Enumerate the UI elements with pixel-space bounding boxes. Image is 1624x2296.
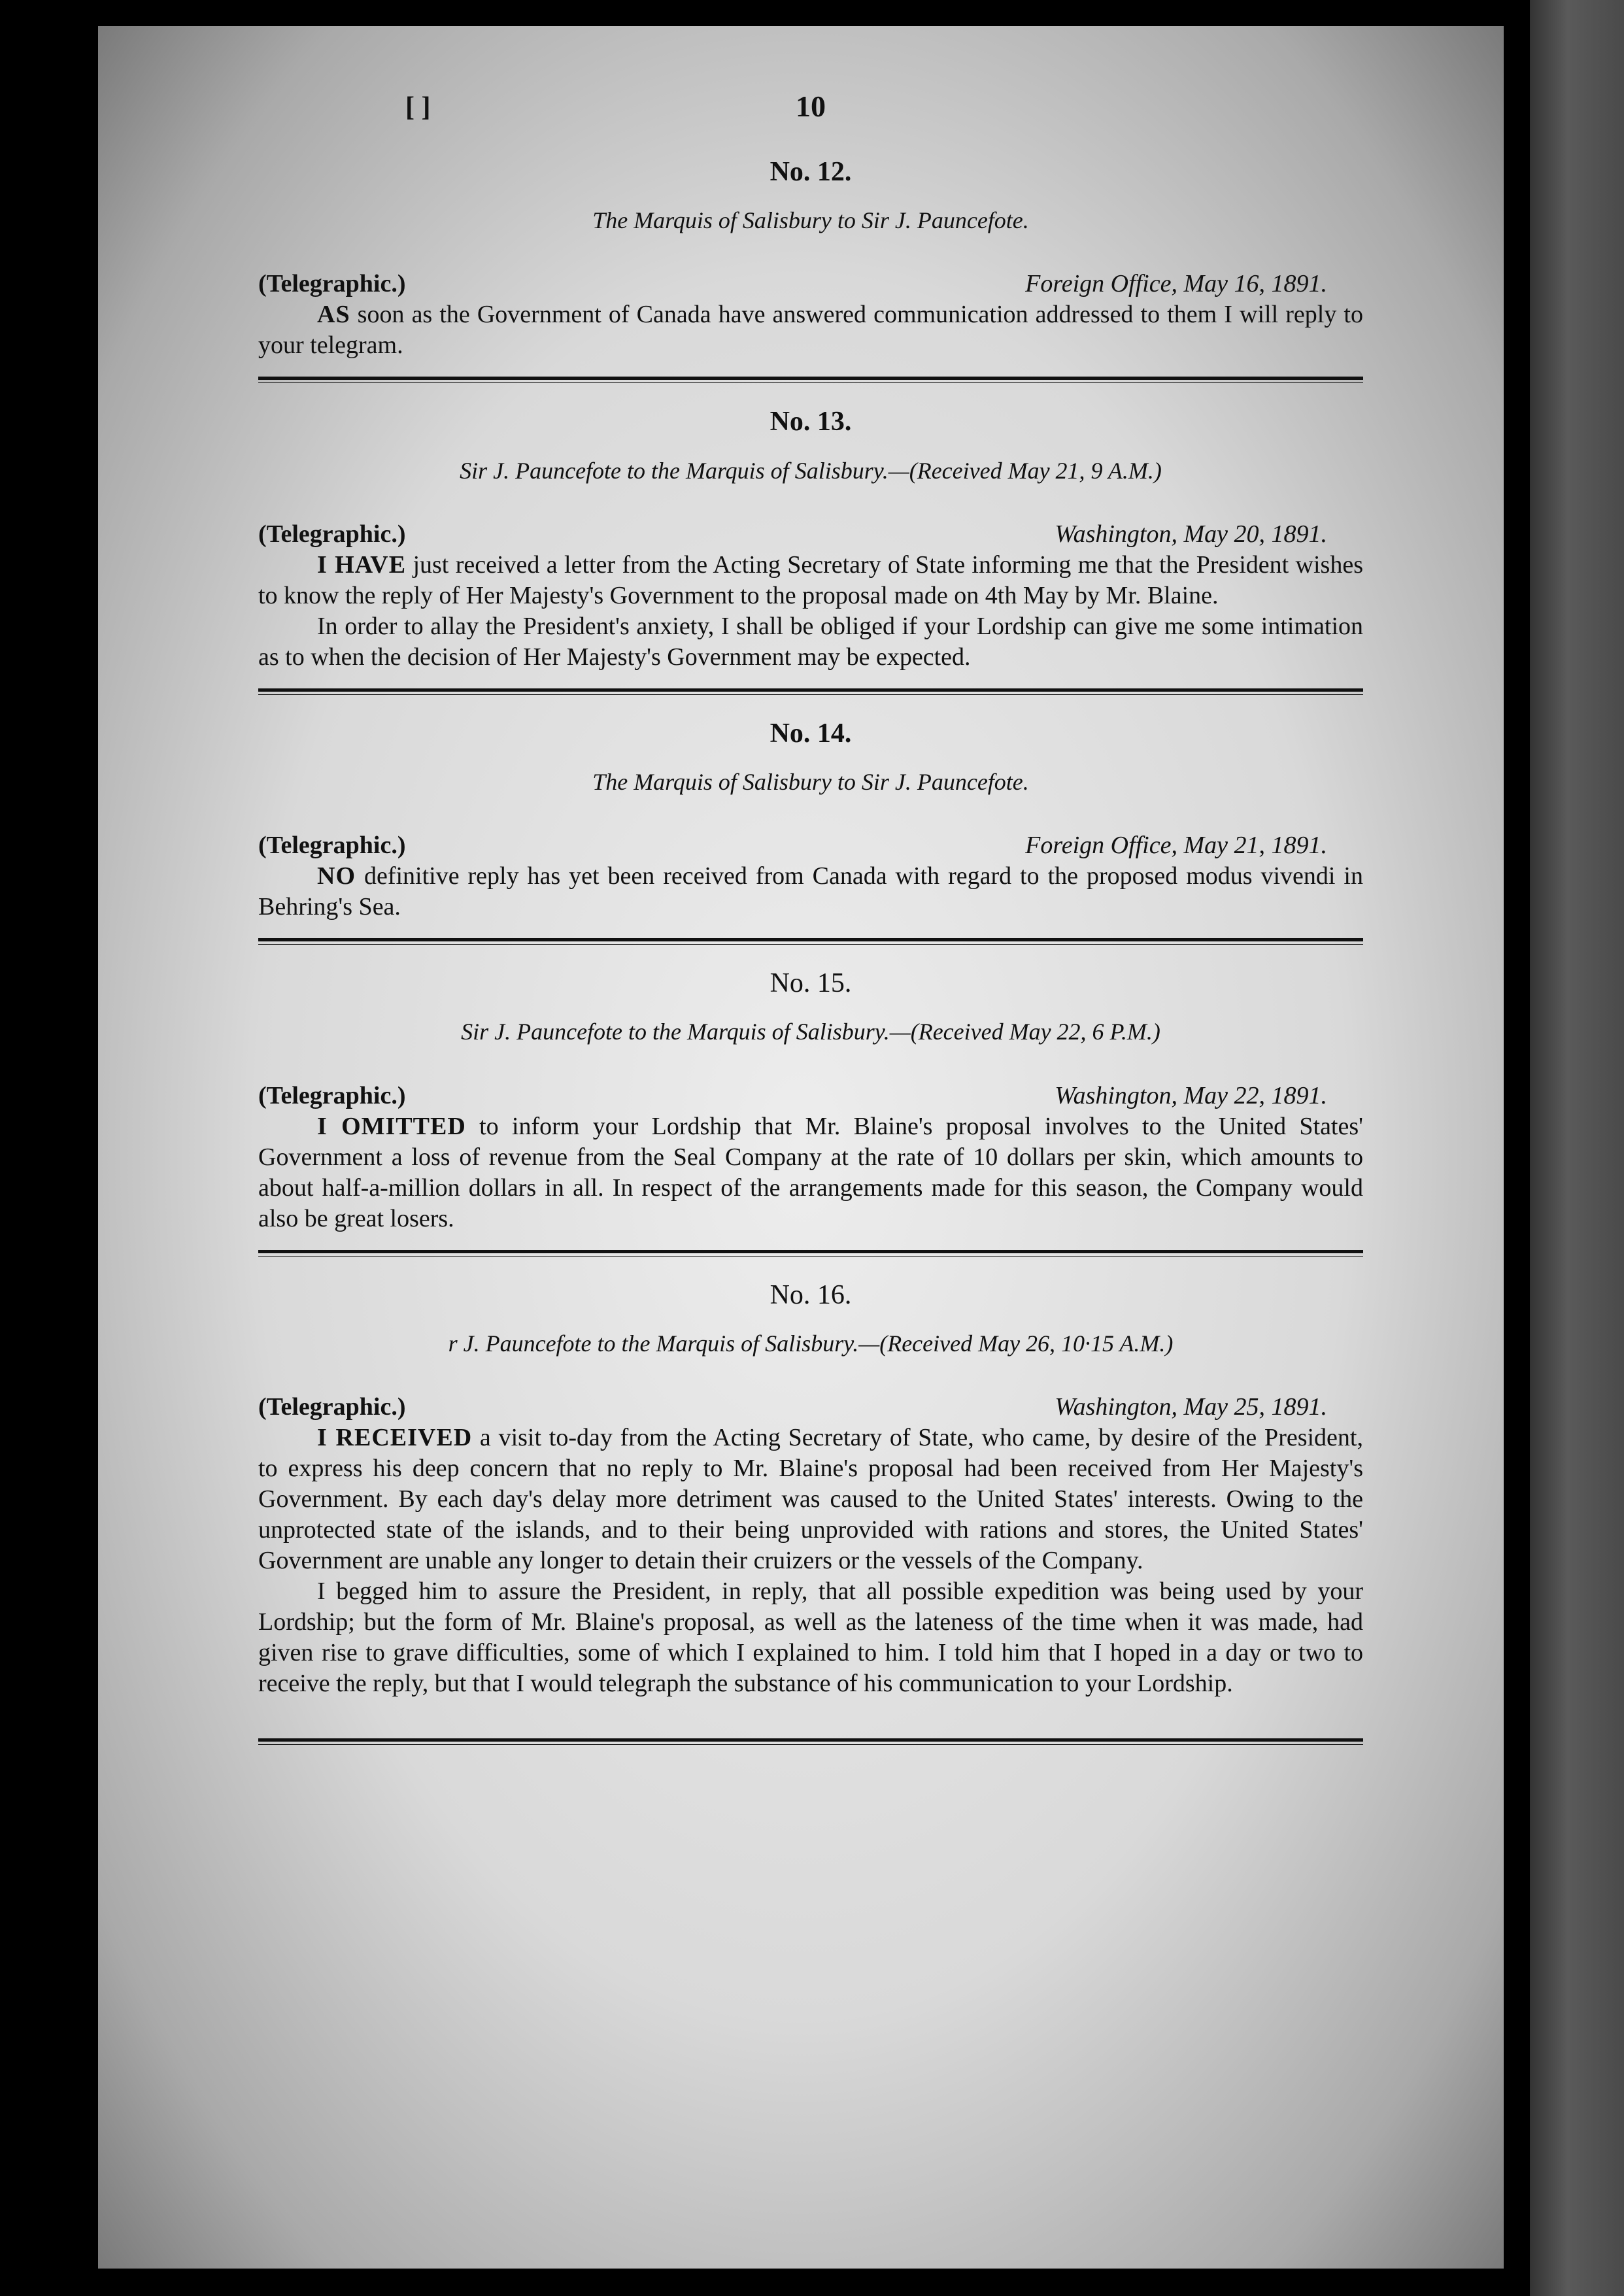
dispatch-date: Washington, May 20, 1891.: [1055, 520, 1327, 548]
entry-number: No. 14.: [770, 718, 852, 749]
paragraph-text: definitive reply has yet been received from Canada with regard to the proposed modus vivendi in Behring's Sea.: [258, 862, 1363, 921]
section-rule: [258, 1250, 1363, 1257]
paragraph-lead: I OMITTED: [317, 1112, 466, 1140]
paragraph-lead: I HAVE: [317, 550, 407, 579]
entry-number: No. 16.: [770, 1279, 852, 1310]
section-rule: [258, 1738, 1363, 1745]
paragraph-text: to inform your Lordship that Mr. Blaine's proposal involves to the United States' Government a loss of revenue from the Seal Company at the rate of 10 dollars per skin, which amounts to about half-a-million dollars in all. In respect of the arrangements made for this season, the Company would also be great losers.: [258, 1112, 1363, 1232]
entry-heading: The Marquis of Salisbury to Sir J. Pauncefote.: [592, 207, 1029, 234]
entry-no-16: [258, 1280, 1363, 1745]
dispatch-type: (Telegraphic.): [258, 832, 406, 860]
page-marks: [ ]: [405, 92, 431, 122]
paragraph-lead: I RECEIVED: [317, 1423, 473, 1451]
entry-number: No. 12.: [770, 157, 852, 187]
entry-no-15: [258, 968, 1363, 1256]
entry-number: No. 15.: [770, 968, 852, 999]
paragraph-text: I begged him to assure the President, in reply, that all possible expedition was being used by your Lordship; but the form of Mr. Blaine's proposal, as well as the lateness of the time when it was made, had given rise to grave difficulties, some of which I explained to him. I told him that I hoped in a day or two to receive the reply, but that I would telegraph the substance of his communication to your Lordship.: [258, 1577, 1363, 1697]
paragraph-text: In order to allay the President's anxiety, I shall be obliged if your Lordship can give me some intimation as to when the decision of Her Majesty's Government may be expected.: [258, 612, 1363, 671]
entry-number: No. 13.: [770, 407, 852, 437]
entry-dateline: [258, 1392, 1363, 1423]
section-rule: [258, 938, 1363, 945]
entry-no-14: [258, 718, 1363, 945]
entry-paragraph: [258, 1423, 1363, 1576]
entry-heading: The Marquis of Salisbury to Sir J. Pauncefote.: [592, 768, 1029, 795]
page-content: [258, 85, 1363, 1768]
entry-paragraph: [258, 611, 1363, 673]
entry-no-13: [258, 407, 1363, 694]
dispatch-date: Foreign Office, May 16, 1891.: [1025, 270, 1327, 298]
entry-heading: Sir J. Pauncefote to the Marquis of Salisbury.—(Received May 22, 6 P.M.): [461, 1019, 1160, 1045]
paragraph-text: soon as the Government of Canada have answered communication addressed to them I will reply to your telegram.: [258, 301, 1363, 360]
dispatch-date: Washington, May 22, 1891.: [1055, 1081, 1327, 1109]
dispatch-type: (Telegraphic.): [258, 1081, 406, 1109]
facing-page-edge: [1530, 0, 1624, 2296]
entry-dateline: [258, 519, 1363, 550]
entry-paragraph: [258, 550, 1363, 611]
dispatch-type: (Telegraphic.): [258, 520, 406, 548]
paragraph-text: a visit to-day from the Acting Secretary of State, who came, by desire of the President, to express his deep concern that no reply to Mr. Blaine's proposal had been received from Her Majesty's Government. By each day's delay more detriment was caused to the United States' interests. Owing to the unprotected state of the islands, and to their being unprovided with rations and stores, the United States' Government are unable any longer to detain their cruizers or the vessels of the Company.: [258, 1423, 1363, 1574]
paragraph-lead: AS: [317, 301, 350, 329]
paragraph-lead: NO: [317, 862, 356, 890]
entry-heading: Sir J. Pauncefote to the Marquis of Salisbury.—(Received May 21, 9 A.M.): [460, 457, 1162, 484]
entry-dateline: [258, 269, 1363, 299]
section-rule: [258, 377, 1363, 383]
dispatch-type: (Telegraphic.): [258, 270, 406, 298]
entry-paragraph: [258, 299, 1363, 361]
section-rule: [258, 688, 1363, 695]
dispatch-date: Washington, May 25, 1891.: [1055, 1393, 1327, 1421]
entry-dateline: [258, 830, 1363, 861]
entry-no-12: [258, 157, 1363, 383]
page-header: [258, 85, 1363, 137]
dispatch-type: (Telegraphic.): [258, 1393, 406, 1421]
book-gutter: [1504, 0, 1530, 2296]
page-number: 10: [796, 90, 826, 123]
entry-paragraph: [258, 861, 1363, 922]
entry-heading: r J. Pauncefote to the Marquis of Salisbury.—(Received May 26, 10·15 A.M.): [448, 1330, 1174, 1357]
dispatch-date: Foreign Office, May 21, 1891.: [1025, 832, 1327, 860]
entry-dateline: [258, 1081, 1363, 1111]
entry-paragraph: [258, 1111, 1363, 1234]
entry-paragraph: [258, 1576, 1363, 1699]
paragraph-text: just received a letter from the Acting Secretary of State informing me that the President wishes to know the reply of Her Majesty's Government to the proposal made on 4th May by Mr. Blaine.: [258, 550, 1363, 609]
